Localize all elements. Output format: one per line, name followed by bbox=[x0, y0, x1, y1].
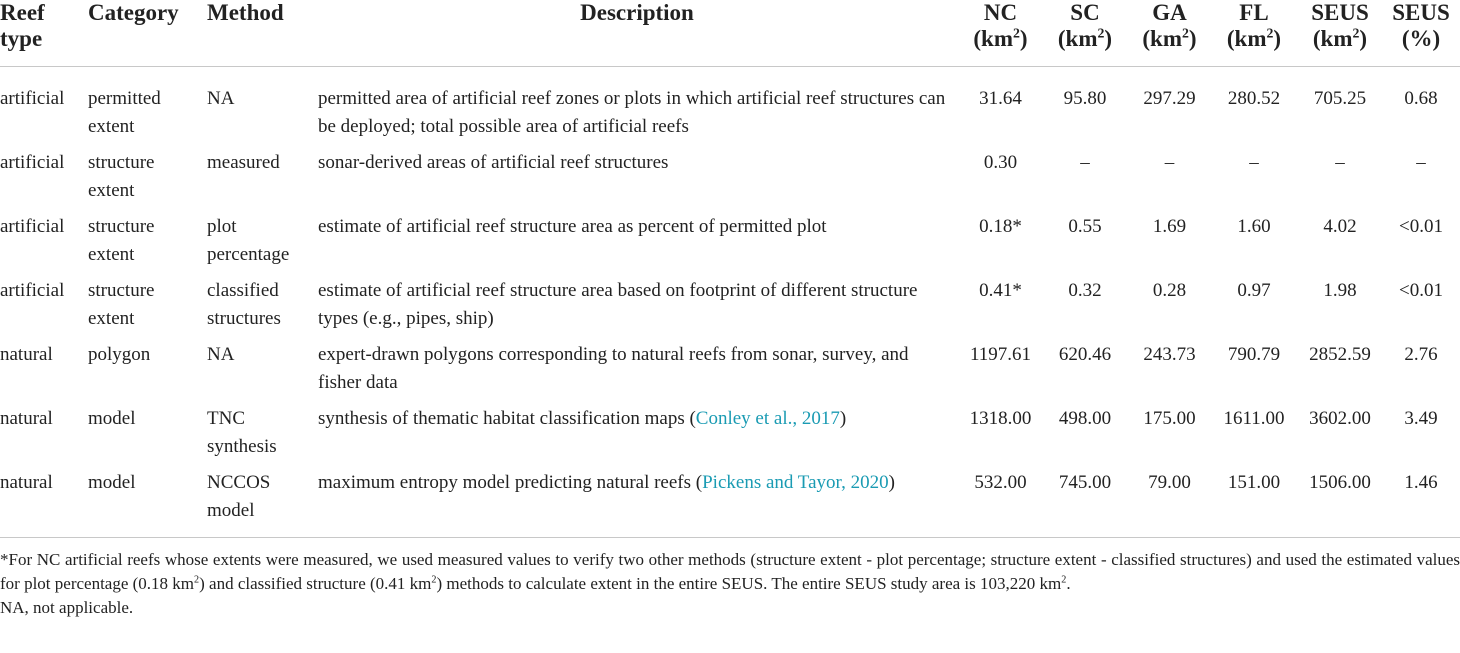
header-seus-label: SEUS bbox=[1311, 0, 1369, 25]
table-row bbox=[0, 67, 1460, 150]
cell-seus: 2852.59 bbox=[1309, 344, 1371, 365]
table-row bbox=[0, 149, 1460, 213]
cell-category: structure extent bbox=[88, 152, 155, 201]
cell-reef-type: natural bbox=[0, 469, 88, 538]
header-fl-label: FL bbox=[1239, 0, 1269, 25]
cell-category: model bbox=[88, 469, 207, 538]
header-nc bbox=[960, 0, 1045, 67]
table-row bbox=[0, 213, 1460, 277]
cell-seus-percent: <0.01 bbox=[1399, 216, 1443, 237]
cell-description bbox=[318, 213, 960, 277]
cell-seus-percent: 2.76 bbox=[1404, 344, 1438, 365]
cell-fl: 0.97 bbox=[1237, 280, 1271, 301]
header-unit-close: ) bbox=[1104, 26, 1113, 51]
cell-category: structure extent bbox=[88, 216, 155, 265]
cell-seus: 1506.00 bbox=[1298, 469, 1386, 538]
header-method: Method bbox=[207, 0, 318, 67]
table-row bbox=[0, 341, 1460, 405]
cell-reef-type: artificial bbox=[0, 152, 65, 173]
citation-link[interactable]: Pickens and Tayor, 2020 bbox=[702, 472, 889, 493]
header-ga bbox=[1129, 0, 1214, 67]
cell-sc: 0.32 bbox=[1068, 280, 1102, 301]
cell-fl: 1.60 bbox=[1237, 216, 1271, 237]
cell-method: NCCOS model bbox=[207, 469, 318, 538]
table-row bbox=[0, 277, 1460, 341]
cell-fl: 790.79 bbox=[1227, 344, 1281, 365]
cell-sc: 745.00 bbox=[1045, 469, 1129, 538]
header-category: Category bbox=[88, 0, 207, 67]
footnote-sup-a: 2 bbox=[194, 574, 200, 586]
description-text: permitted area of artificial reef zones or plots in which artificial reef structures can be deployed; total possible area of artificial reefs bbox=[318, 88, 946, 137]
cell-seus: 1.98 bbox=[1323, 280, 1357, 301]
cell-nc: 0.41* bbox=[979, 280, 1022, 301]
cell-seus-percent: 0.68 bbox=[1404, 88, 1438, 109]
cell-reef-type: artificial bbox=[0, 280, 65, 301]
header-unit-open: (km bbox=[1142, 26, 1183, 51]
header-ga-label: GA bbox=[1152, 0, 1187, 25]
header-description: Description bbox=[318, 0, 960, 67]
header-unit-sup: 2 bbox=[1097, 25, 1105, 41]
cell-reef-type: artificial bbox=[0, 88, 65, 109]
description-text: sonar-derived areas of artificial reef structures bbox=[318, 152, 669, 173]
header-unit-open: (km bbox=[1226, 26, 1267, 51]
cell-nc: 31.64 bbox=[979, 88, 1022, 109]
cell-description bbox=[318, 149, 960, 213]
cell-description bbox=[318, 469, 960, 538]
table-row bbox=[0, 405, 1460, 469]
cell-seus: – bbox=[1335, 152, 1345, 173]
cell-category: model bbox=[88, 408, 136, 429]
cell-nc: 532.00 bbox=[960, 469, 1045, 538]
footnote-text-2: ) and classified structure (0.41 km bbox=[199, 574, 432, 593]
description-tail: ) bbox=[839, 408, 847, 429]
cell-fl: 280.52 bbox=[1227, 88, 1281, 109]
cell-sc: 620.46 bbox=[1058, 344, 1112, 365]
header-unit-sup: 2 bbox=[1352, 25, 1360, 41]
table-body bbox=[0, 67, 1460, 538]
cell-description bbox=[318, 341, 960, 405]
cell-sc: – bbox=[1080, 152, 1090, 173]
cell-description bbox=[318, 405, 960, 469]
cell-nc: 1318.00 bbox=[969, 408, 1032, 429]
cell-reef-type: natural bbox=[0, 344, 53, 365]
header-nc-label: NC bbox=[983, 0, 1018, 25]
header-unit-sup: 2 bbox=[1266, 25, 1274, 41]
cell-fl: 1611.00 bbox=[1223, 408, 1285, 429]
footnote-text-4: . bbox=[1066, 574, 1071, 593]
cell-method: classified structures bbox=[207, 280, 281, 329]
footnote-na-note: NA, not applicable. bbox=[0, 598, 134, 617]
header-unit-close: ) bbox=[1019, 26, 1028, 51]
description-tail: ) bbox=[888, 472, 895, 493]
header-sc bbox=[1045, 0, 1129, 67]
citation-link[interactable]: Conley et al., 2017 bbox=[695, 408, 840, 429]
cell-method: plot percentage bbox=[207, 216, 290, 265]
header-seus-percent bbox=[1386, 0, 1460, 67]
cell-sc: 498.00 bbox=[1058, 408, 1112, 429]
cell-ga: 1.69 bbox=[1152, 216, 1187, 237]
header-unit-close: ) bbox=[1359, 26, 1368, 51]
cell-seus: 4.02 bbox=[1323, 216, 1357, 237]
description-text: synthesis of thematic habitat classification maps ( bbox=[318, 408, 696, 429]
cell-category: permitted extent bbox=[88, 88, 161, 137]
cell-nc: 0.30 bbox=[983, 152, 1018, 173]
table-header-row bbox=[0, 0, 1460, 67]
header-unit-close: ) bbox=[1188, 26, 1197, 51]
header-unit-sup: 2 bbox=[1182, 25, 1189, 41]
cell-ga: 175.00 bbox=[1143, 408, 1196, 429]
cell-category: structure extent bbox=[88, 280, 155, 329]
cell-nc: 1197.61 bbox=[969, 344, 1032, 365]
header-unit-open: (km bbox=[973, 26, 1014, 51]
cell-fl: 151.00 bbox=[1214, 469, 1298, 538]
footnote-sup-b: 2 bbox=[431, 574, 437, 586]
cell-reef-type: natural bbox=[0, 408, 53, 429]
cell-sc: 0.55 bbox=[1068, 216, 1102, 237]
header-unit-close: ) bbox=[1273, 26, 1282, 51]
cell-nc: 0.18* bbox=[979, 216, 1022, 237]
header-unit-open: (km bbox=[1057, 26, 1098, 51]
table-footnote bbox=[0, 548, 1460, 620]
cell-method: NA bbox=[207, 344, 235, 365]
cell-fl: – bbox=[1249, 152, 1259, 173]
cell-sc: 95.80 bbox=[1063, 88, 1107, 109]
cell-seus: 3602.00 bbox=[1309, 408, 1371, 429]
cell-ga: 79.00 bbox=[1129, 469, 1214, 538]
cell-seus-percent: 1.46 bbox=[1386, 469, 1460, 538]
description-text: expert-drawn polygons corresponding to natural reefs from sonar, survey, and fisher data bbox=[318, 344, 909, 393]
cell-method: measured bbox=[207, 152, 280, 173]
footnote-text-3: ) methods to calculate extent in the entire SEUS. The entire SEUS study area is 103,220 km bbox=[436, 574, 1062, 593]
cell-ga: 297.29 bbox=[1143, 88, 1196, 109]
header-fl bbox=[1214, 0, 1298, 67]
cell-ga: 0.28 bbox=[1152, 280, 1187, 301]
header-pct-unit: (%) bbox=[1401, 26, 1441, 51]
header-unit-open: (km bbox=[1312, 26, 1353, 51]
cell-description bbox=[318, 277, 960, 341]
header-seus-pct-label: SEUS bbox=[1392, 0, 1450, 25]
cell-seus-percent: 3.49 bbox=[1404, 408, 1438, 429]
cell-ga: – bbox=[1164, 152, 1175, 173]
cell-seus-percent: <0.01 bbox=[1399, 280, 1443, 301]
cell-reef-type: artificial bbox=[0, 216, 65, 237]
footnote-text-1: *For NC artificial reefs whose extents were measured, we used measured values to verify two other methods (structure extent - plot percentage; structure extent - classified structures) and used the estimated values for plot percentage (0.18 km bbox=[0, 550, 1460, 593]
description-text: estimate of artificial reef structure area as percent of permitted plot bbox=[318, 216, 827, 237]
table-row bbox=[0, 469, 1460, 538]
cell-seus: 705.25 bbox=[1313, 88, 1367, 109]
cell-category: polygon bbox=[88, 344, 151, 365]
description-text: maximum entropy model predicting natural reefs ( bbox=[318, 472, 703, 493]
footnote-sup-c: 2 bbox=[1061, 574, 1067, 586]
cell-seus-percent: – bbox=[1416, 152, 1426, 173]
cell-description bbox=[318, 67, 960, 150]
cell-ga: 243.73 bbox=[1143, 344, 1196, 365]
header-reef-type: Reef type bbox=[0, 0, 88, 67]
header-seus bbox=[1298, 0, 1386, 67]
cell-method: TNC synthesis bbox=[207, 408, 277, 457]
description-text: estimate of artificial reef structure area based on footprint of different structure types (e.g., pipes, ship) bbox=[318, 280, 918, 329]
header-sc-label: SC bbox=[1070, 0, 1100, 25]
header-unit-sup: 2 bbox=[1013, 25, 1020, 41]
cell-method: NA bbox=[207, 88, 235, 109]
